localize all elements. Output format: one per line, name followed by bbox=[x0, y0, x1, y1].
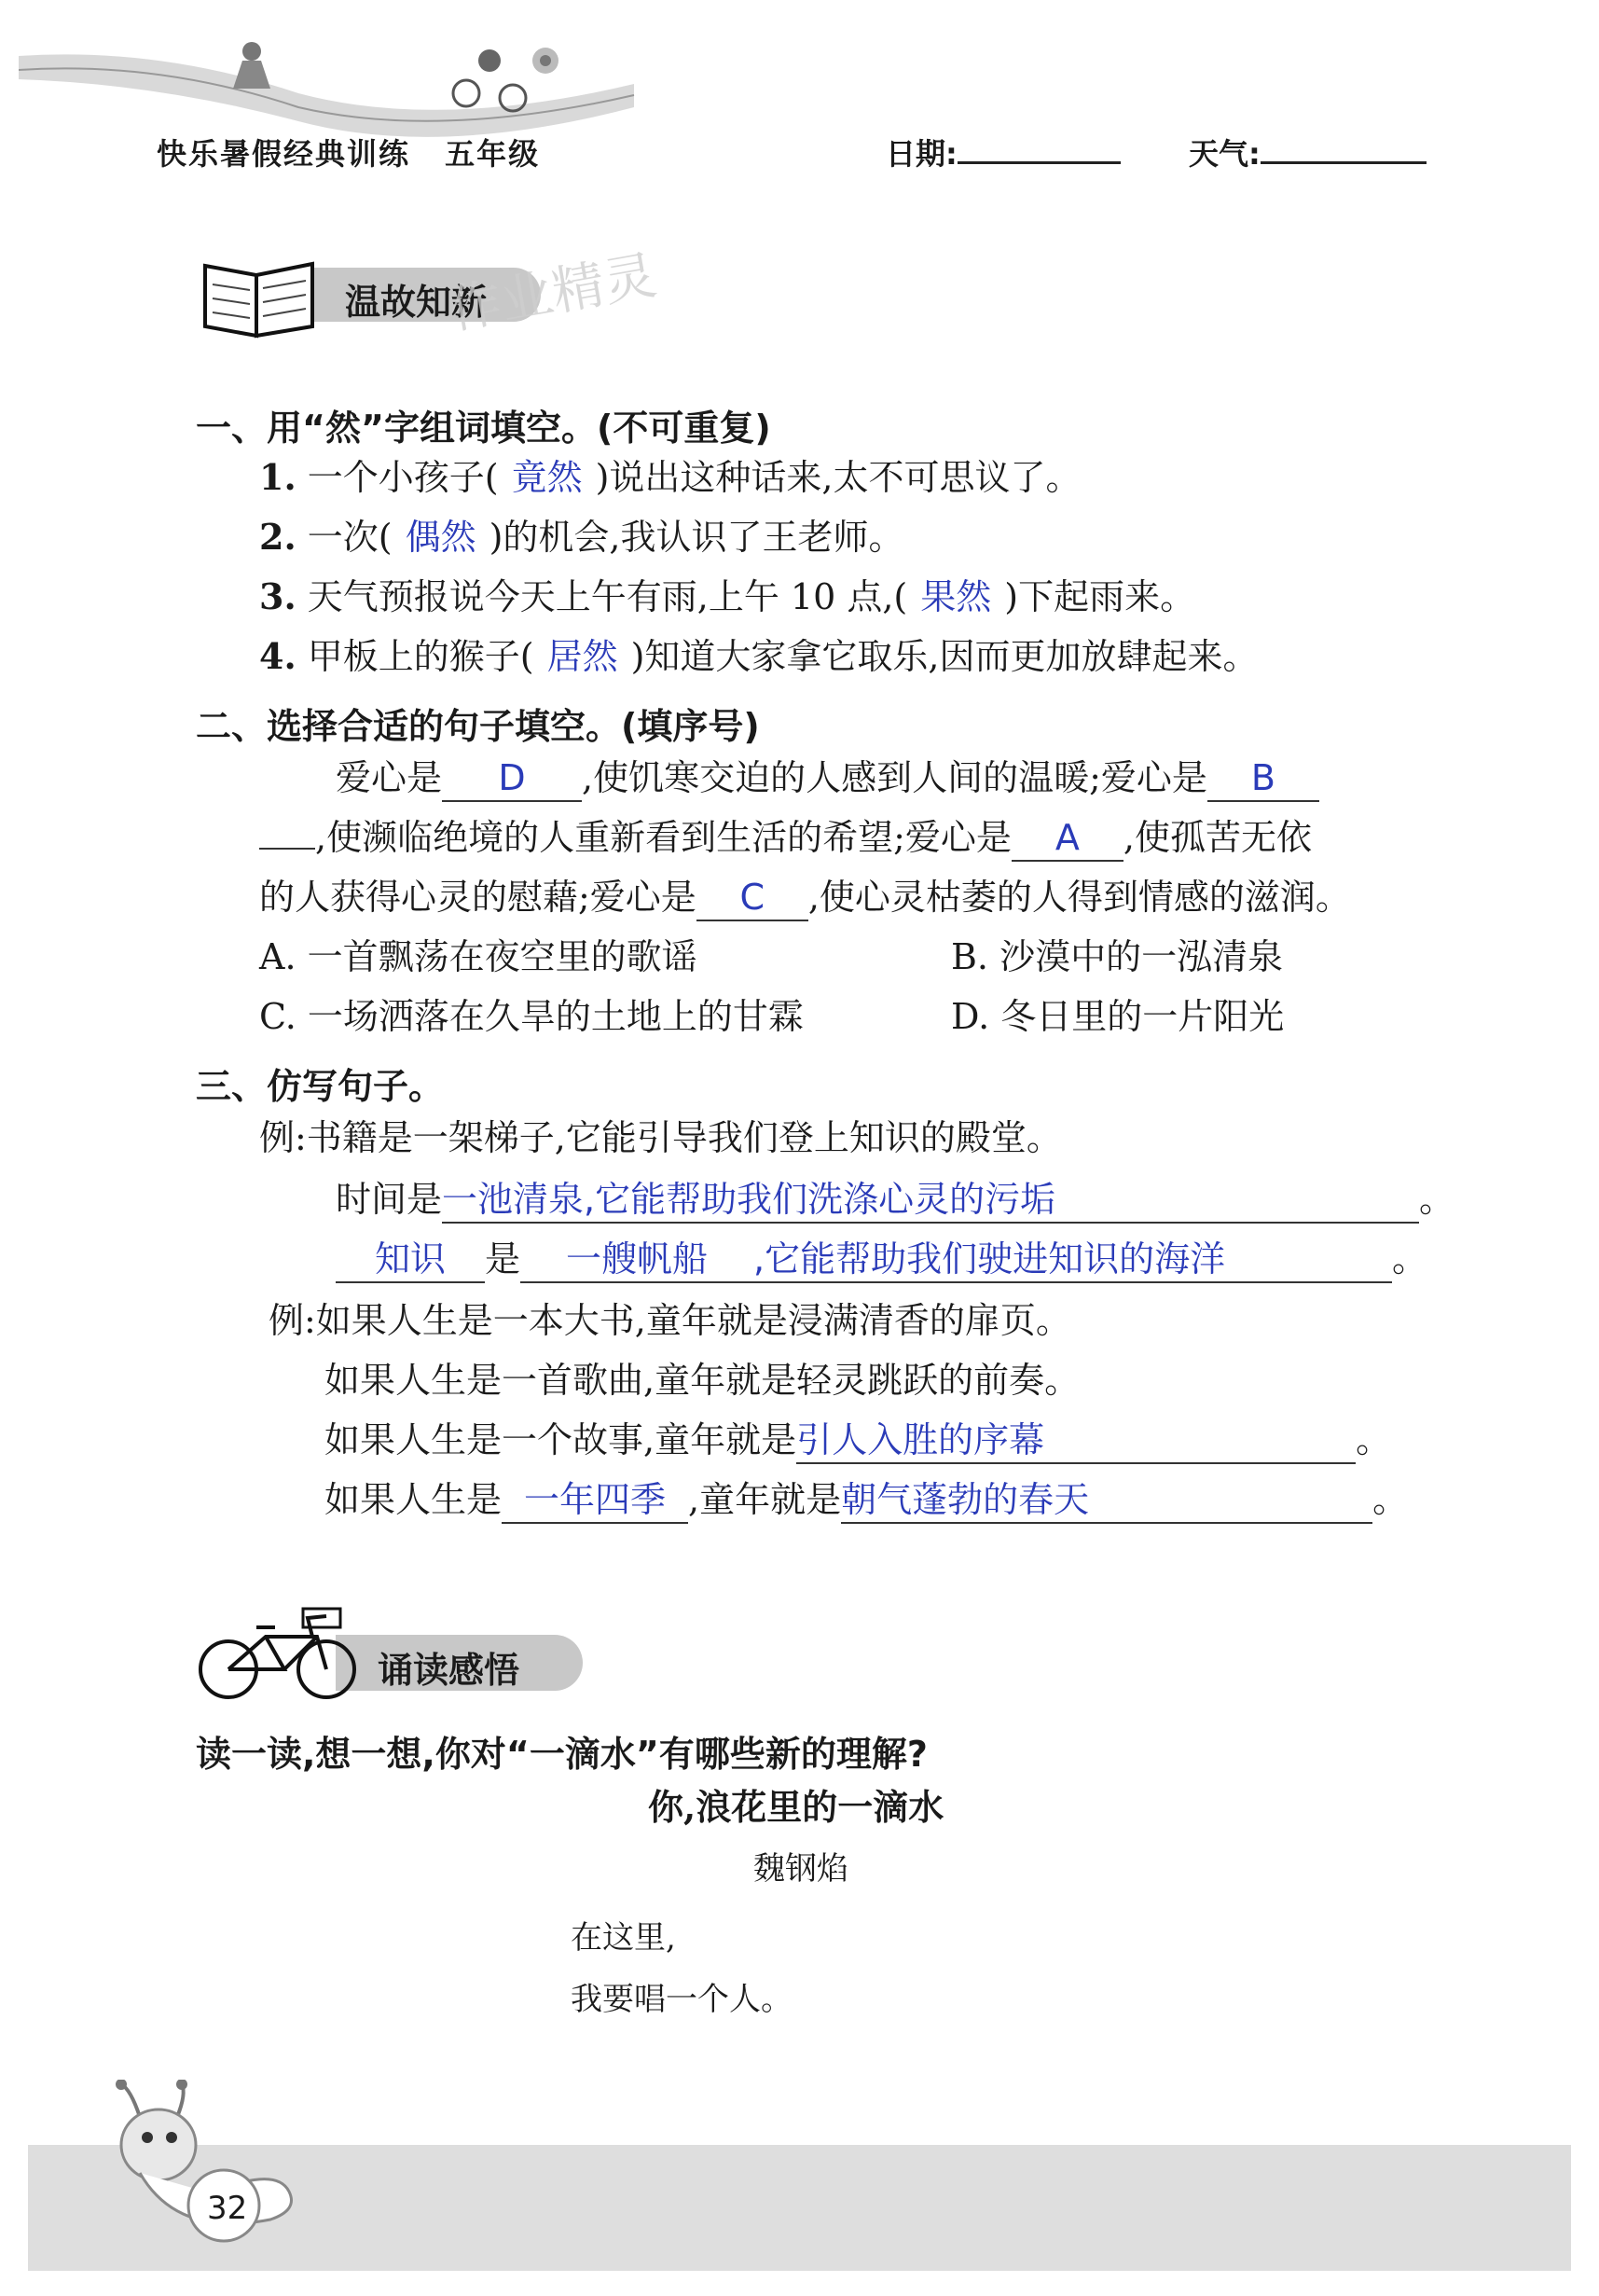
answer-blank-time[interactable]: 一池清泉,它能帮助我们洗涤心灵的污垢 bbox=[442, 1177, 1419, 1224]
book-title bbox=[157, 131, 540, 173]
period: 。 bbox=[1392, 1238, 1428, 1279]
paragraph-text: ,使孤苦无依 bbox=[1123, 817, 1312, 858]
weather-label: 天气: bbox=[1189, 136, 1261, 172]
header-decoration bbox=[19, 19, 653, 149]
sentence-mid: ,童年就是 bbox=[688, 1479, 842, 1520]
item-number: 1. bbox=[259, 456, 296, 498]
paragraph-text: ,使饥寒交迫的人感到人间的温暖;爱心是 bbox=[582, 757, 1207, 798]
answer-blank-2-continued bbox=[259, 848, 315, 850]
q3-line-4 bbox=[324, 1477, 1408, 1524]
item-number: 4. bbox=[259, 635, 296, 677]
date-blank[interactable] bbox=[958, 137, 1121, 164]
q2-heading: 二、选择合适的句子填空。(填序号) bbox=[196, 706, 760, 747]
section-title-review: 温故知新 bbox=[345, 282, 488, 323]
q1-item-2 bbox=[259, 515, 904, 560]
answer-blank-4[interactable]: C bbox=[696, 875, 808, 921]
sentence-prefix: 如果人生是 bbox=[324, 1479, 503, 1520]
answer-fill[interactable]: 竟然 bbox=[511, 457, 583, 498]
option-c: C. 一场洒落在久旱的土地上的甘霖 bbox=[259, 996, 804, 1037]
watermark: 作业精灵 bbox=[444, 244, 661, 341]
answer-fill[interactable]: 居然 bbox=[546, 636, 618, 677]
poem-line-2: 我要唱一个人。 bbox=[571, 1981, 793, 2018]
page-number: 32 bbox=[207, 2190, 248, 2227]
q3-line-2 bbox=[336, 1237, 1427, 1283]
sentence-prefix: 时间是 bbox=[336, 1179, 443, 1220]
item-text: 一个小孩子( bbox=[307, 457, 499, 498]
item-number: 2. bbox=[259, 516, 296, 558]
option-d: D. 冬日里的一片阳光 bbox=[951, 996, 1285, 1037]
example-2: 例:如果人生是一本大书,童年就是浸满清香的扉页。 bbox=[269, 1300, 1071, 1341]
section-banner-reading bbox=[196, 1599, 587, 1702]
period: 。 bbox=[1419, 1179, 1455, 1220]
answer-blank-story[interactable]: 引人入胜的序幕 bbox=[796, 1418, 1356, 1464]
example-2-line-2: 如果人生是一首歌曲,童年就是轻灵跳跃的前奏。 bbox=[324, 1360, 1081, 1401]
answer-blank-life[interactable]: 一年四季 bbox=[502, 1477, 688, 1524]
book-icon bbox=[196, 247, 326, 340]
sentence-is: 是 bbox=[485, 1238, 521, 1279]
section-title-reading: 诵读感悟 bbox=[378, 1650, 520, 1691]
grade-text: 五年级 bbox=[445, 136, 541, 172]
date-label: 日期: bbox=[886, 136, 958, 172]
poem-title: 你,浪花里的一滴水 bbox=[648, 1786, 944, 1828]
answer-blank-childhood[interactable]: 朝气蓬勃的春天 bbox=[841, 1477, 1372, 1524]
option-b: B. 沙漠中的一泓清泉 bbox=[951, 936, 1284, 977]
paragraph-text: ,使濒临绝境的人重新看到生活的希望;爱心是 bbox=[315, 817, 1012, 858]
answer-fill[interactable]: 果然 bbox=[920, 576, 992, 617]
item-text: )下起雨来。 bbox=[1004, 576, 1196, 617]
item-number: 3. bbox=[259, 575, 296, 617]
answer-blank-subject[interactable]: 知识 bbox=[336, 1237, 485, 1283]
q1-item-1 bbox=[259, 455, 1082, 500]
snail-icon bbox=[103, 2080, 308, 2248]
item-text: )知道大家拿它取乐,因而更加放肆起来。 bbox=[630, 636, 1259, 677]
answer-blank-3[interactable]: A bbox=[1012, 815, 1123, 862]
period: 。 bbox=[1356, 1419, 1392, 1460]
q1-item-4 bbox=[259, 634, 1259, 679]
item-text: 天气预报说今天上午有雨,上午 10 点,( bbox=[307, 576, 908, 617]
book-title-text: 快乐暑假经典训练 bbox=[157, 136, 411, 172]
option-a: A. 一首飘荡在夜空里的歌谣 bbox=[259, 936, 697, 977]
answer-blank-2[interactable]: B bbox=[1207, 755, 1319, 802]
paragraph-text: ,使心灵枯萎的人得到情感的滋润。 bbox=[807, 877, 1351, 918]
item-text: 甲板上的猴子( bbox=[307, 636, 534, 677]
paragraph-text: 的人获得心灵的慰藉;爱心是 bbox=[259, 877, 696, 918]
date-field[interactable] bbox=[886, 131, 1121, 173]
answer-blank-1[interactable]: D bbox=[442, 755, 582, 802]
q2-paragraph-line-3 bbox=[259, 875, 1351, 921]
weather-blank[interactable] bbox=[1261, 137, 1427, 164]
item-text: )的机会,我认识了王老师。 bbox=[489, 517, 904, 558]
item-text: 一次( bbox=[307, 517, 393, 558]
answer-blank-metaphor[interactable]: 一艘帆船 bbox=[520, 1237, 753, 1283]
q2-paragraph-line-2 bbox=[259, 815, 1312, 862]
paragraph-text: 爱心是 bbox=[336, 757, 443, 798]
q3-line-1 bbox=[336, 1177, 1454, 1224]
q3-line-3 bbox=[324, 1418, 1391, 1464]
weather-field[interactable] bbox=[1189, 131, 1427, 173]
q1-item-3 bbox=[259, 574, 1195, 619]
period: 。 bbox=[1372, 1479, 1409, 1520]
reading-prompt: 读一读,想一想,你对“一滴水”有哪些新的理解? bbox=[196, 1734, 928, 1775]
example-1: 例:书籍是一架梯子,它能引导我们登上知识的殿堂。 bbox=[259, 1117, 1062, 1158]
answer-fill[interactable]: 偶然 bbox=[405, 517, 476, 558]
sentence-prefix: 如果人生是一个故事,童年就是 bbox=[324, 1419, 797, 1460]
q1-heading: 一、用“然”字组词填空。(不可重复) bbox=[196, 408, 771, 449]
answer-blank-clause[interactable]: ,它能帮助我们驶进知识的海洋 bbox=[753, 1237, 1392, 1283]
q3-heading: 三、仿写句子。 bbox=[196, 1066, 445, 1107]
poem-line-1: 在这里, bbox=[571, 1919, 676, 1957]
q2-paragraph-line-1 bbox=[336, 755, 1319, 802]
item-text: )说出这种话来,太不可思议了。 bbox=[595, 457, 1082, 498]
poem-author: 魏钢焰 bbox=[753, 1850, 848, 1888]
bicycle-icon bbox=[196, 1599, 373, 1702]
